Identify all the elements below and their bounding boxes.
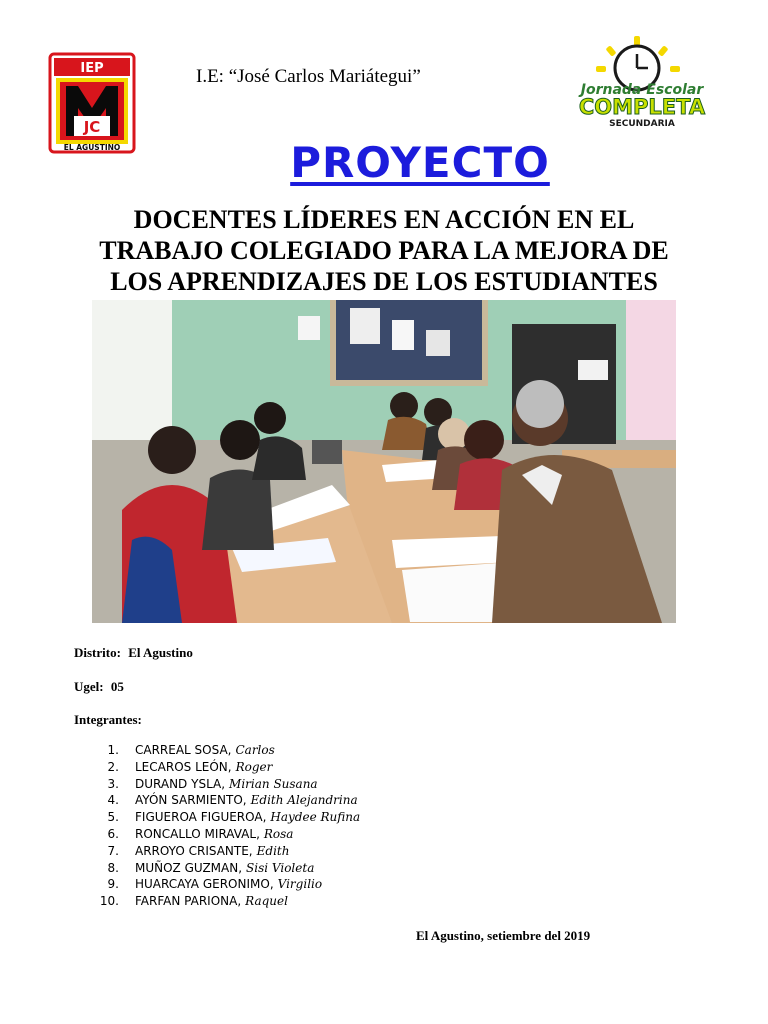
member-surname: FARFAN PARIONA,	[135, 894, 242, 909]
member-surname: LECAROS LEÓN,	[135, 759, 232, 774]
item-number: 5.	[107, 810, 119, 825]
item-number: 7.	[107, 843, 119, 858]
item-number: 2.	[107, 759, 119, 774]
logo-top-text: IEP	[80, 61, 104, 76]
jec-line2: COMPLETA	[578, 95, 706, 119]
member-name: Edith Alejandrina	[250, 793, 358, 808]
item-number: 10.	[99, 894, 119, 909]
item-number: 4.	[107, 793, 119, 808]
subtitle-line: TRABAJO COLEGIADO PARA LA MEJORA DE	[99, 236, 669, 265]
project-title: PROYECTO	[290, 138, 550, 187]
members-heading: Integrantes:	[74, 712, 142, 727]
subtitle-line: DOCENTES LÍDERES EN ACCIÓN EN EL	[133, 205, 635, 234]
list-item	[74, 792, 360, 809]
member-name: Roger	[235, 759, 273, 774]
item-number: 3.	[107, 776, 119, 791]
list-item	[74, 776, 360, 793]
member-name: Raquel	[245, 894, 288, 909]
district-label: Distrito:	[74, 645, 121, 660]
member-name: Carlos	[235, 743, 275, 757]
school-name: I.E: “José Carlos Mariátegui”	[196, 66, 421, 87]
ugel-line	[74, 679, 124, 695]
member-surname: AYÓN SARMIENTO,	[135, 793, 247, 808]
list-item	[74, 759, 360, 776]
list-item	[74, 843, 360, 860]
list-item	[74, 893, 360, 910]
member-name: Mirian Susana	[229, 776, 318, 791]
item-number: 6.	[107, 826, 119, 841]
jec-line1: Jornada Escolar	[580, 82, 704, 98]
list-item	[74, 860, 360, 877]
subtitle-line: LOS APRENDIZAJES DE LOS ESTUDIANTES	[110, 267, 658, 296]
member-surname: FIGUEROA FIGUEROA,	[135, 810, 267, 825]
member-name: Haydee Rufina	[270, 810, 361, 825]
ugel-label: Ugel:	[74, 679, 104, 694]
members-list	[74, 742, 360, 910]
logo-initials: JC	[83, 118, 101, 136]
item-number: 9.	[107, 877, 119, 892]
member-name: Edith	[256, 843, 290, 858]
item-number: 8.	[107, 860, 119, 875]
logo-bottom-text: EL AGUSTINO	[63, 143, 121, 152]
member-surname: RONCALLO MIRAVAL,	[135, 826, 260, 841]
project-subtitle	[30, 204, 738, 297]
list-item	[74, 742, 360, 759]
member-name: Rosa	[263, 826, 294, 841]
member-name: Sisi Violeta	[246, 860, 315, 875]
ugel-value: 05	[110, 679, 124, 694]
jec-logo	[556, 34, 728, 130]
member-surname: ARROYO CRISANTE,	[135, 843, 253, 858]
member-surname: DURAND YSLA,	[135, 776, 226, 791]
member-name: Virgilio	[277, 877, 323, 892]
district-value: El Agustino	[128, 645, 193, 660]
classroom-photo	[92, 300, 676, 623]
member-surname: HUARCAYA GERONIMO,	[135, 877, 274, 892]
member-surname: CARREAL SOSA,	[135, 743, 232, 757]
district-line	[74, 645, 193, 661]
list-item	[74, 826, 360, 843]
list-item	[74, 876, 360, 893]
member-surname: MUÑOZ GUZMAN,	[135, 860, 243, 875]
item-number: 1.	[107, 743, 119, 757]
list-item	[74, 809, 360, 826]
jec-line3: SECUNDARIA	[609, 119, 675, 129]
place-date: El Agustino, setiembre del 2019	[416, 928, 591, 943]
